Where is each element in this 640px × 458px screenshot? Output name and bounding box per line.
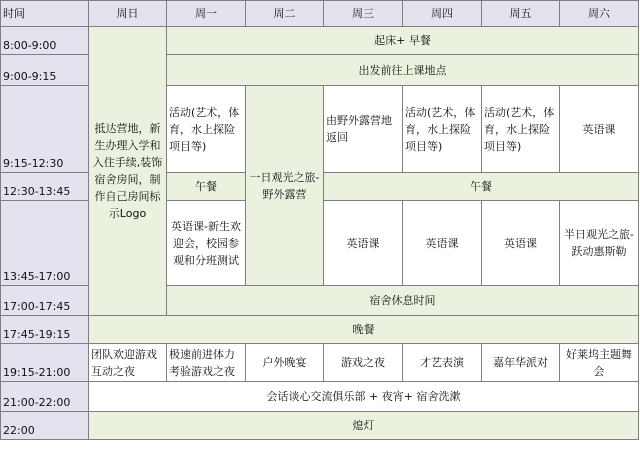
time-cell: 13:45-17:00 [1,201,89,286]
evening-thu-cell: 才艺表演 [403,344,482,382]
dorm-rest-cell: 宿舍休息时间 [167,286,639,316]
table-row [1,316,639,344]
evening-fri-cell: 嘉年华派对 [482,344,560,382]
depart-class-cell: 出发前往上课地点 [167,55,639,86]
time-cell: 19:15-21:00 [1,344,89,382]
lunch-wed-sat-cell: 午餐 [324,173,639,201]
wake-breakfast-cell: 起床+ 早餐 [167,27,639,55]
english-fri-cell: 英语课 [482,201,560,286]
sunday-arrival-cell: 抵达营地，新生办理入学和入住手续,装饰宿舍房间，制作自己房间标示Logo [89,27,167,316]
header-day-sun: 周日 [89,1,167,27]
tuesday-trip-cell: 一日观光之旅-野外露营 [246,86,324,286]
lights-out-cell: 熄灯 [89,412,639,440]
evening-mon-cell: 极速前进体力考验游戏之夜 [167,344,246,382]
time-cell: 12:30-13:45 [1,173,89,201]
time-cell: 17:00-17:45 [1,286,89,316]
header-day-fri: 周五 [482,1,560,27]
time-cell: 17:45-19:15 [1,316,89,344]
english-thu-cell: 英语课 [403,201,482,286]
activity-thu-cell: 活动(艺术，体育，水上探险项目等) [403,86,482,173]
dinner-cell: 晚餐 [89,316,639,344]
table-row [1,412,639,440]
night-club-cell: 会话谈心交流俱乐部 + 夜宵+ 宿舍洗漱 [89,382,639,412]
evening-wed-cell: 游戏之夜 [324,344,403,382]
evening-tue-cell: 户外晚宴 [246,344,324,382]
header-day-sat: 周六 [560,1,639,27]
evening-sat-cell: 好莱坞主题舞会 [560,344,639,382]
evening-sun-cell: 团队欢迎游戏互动之夜 [89,344,167,382]
table-row [1,382,639,412]
header-day-thu: 周四 [403,1,482,27]
header-day-wed: 周三 [324,1,403,27]
header-row [1,1,639,27]
time-cell: 21:00-22:00 [1,382,89,412]
wed-return-cell: 由野外露营地返回 [324,86,403,173]
time-cell: 22:00 [1,412,89,440]
header-day-tue: 周二 [246,1,324,27]
table-row [1,344,639,382]
sat-trip-cell: 半日观光之旅-跃动惠斯勒 [560,201,639,286]
lunch-mon-cell: 午餐 [167,173,246,201]
activity-fri-cell: 活动(艺术，体育，水上探险项目等) [482,86,560,173]
time-cell: 8:00-9:00 [1,27,89,55]
header-day-mon: 周一 [167,1,246,27]
english-wed-cell: 英语课 [324,201,403,286]
mon-afternoon-cell: 英语课-新生欢迎会，校园参观和分班测试 [167,201,246,286]
time-cell: 9:00-9:15 [1,55,89,86]
time-cell: 9:15-12:30 [1,86,89,173]
table-row [1,27,639,55]
sat-english-am-cell: 英语课 [560,86,639,173]
header-time: 时间 [1,1,89,27]
activity-mon-cell: 活动(艺术，体育，水上探险项目等) [167,86,246,173]
